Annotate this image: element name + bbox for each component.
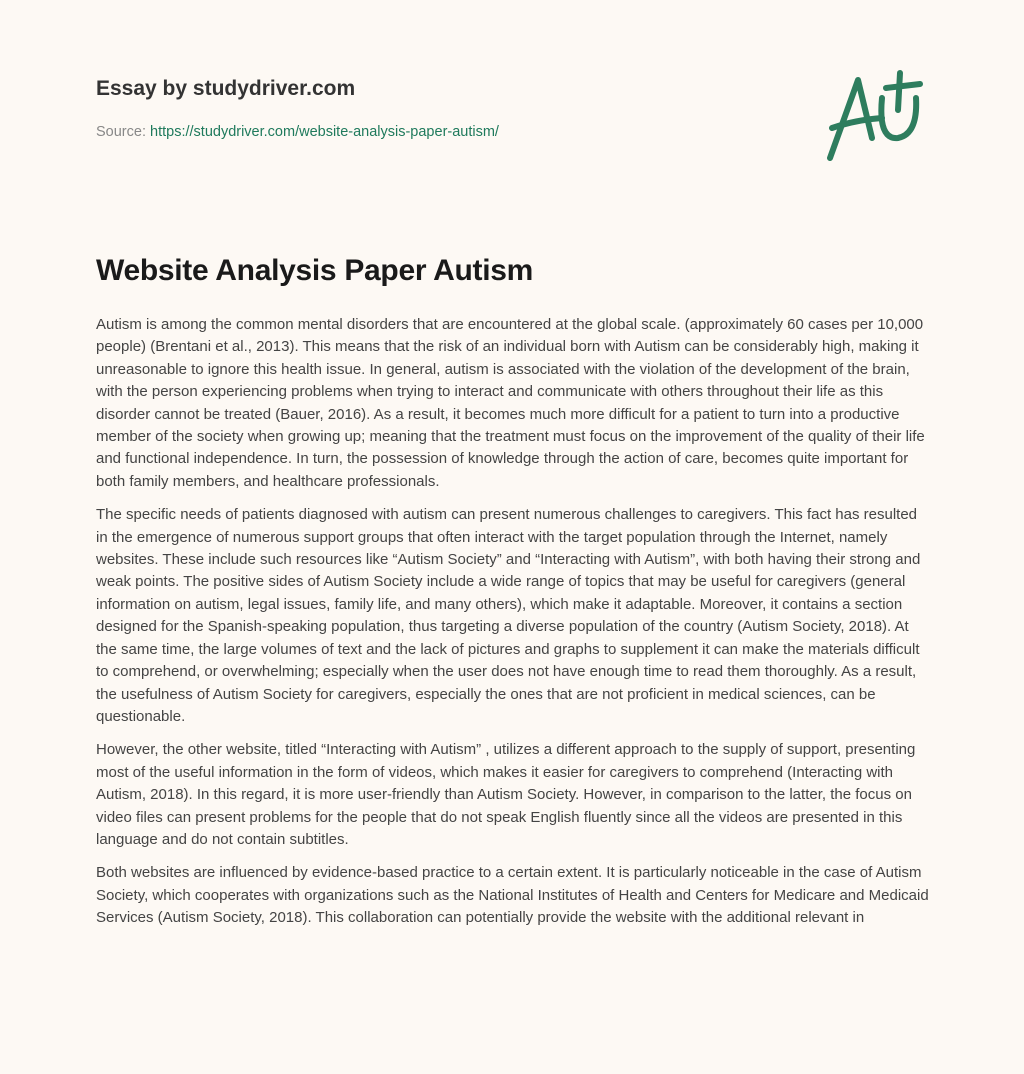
source-label: Source: [96,124,146,140]
a-plus-logo-icon [820,68,930,168]
paragraph: Autism is among the common mental disorders that are encountered at the global scale. (approximately 60 cases per 10,000 people) (Brentani et al., 2013). This means that the risk of an individual born with Autism can be considerably high, making it unreasonable to ignore this health issue. In general, autism is associated with the violation of the development of the brain, with the person experiencing problems when trying to interact and communicate with others throughout their life as this disorder cannot be treated (Bauer, 2016). As a result, it becomes much more difficult for a patient to turn into a productive member of the society when growing up; meaning that the treatment must focus on the improvement of the quality of their life and functional independence. In turn, the possession of knowledge through the action of care, becomes quite important for both family members, and healthcare professionals. [96,316,925,490]
paragraph: Both websites are influenced by evidence-based practice to a certain extent. It is particularly noticeable in the case of Autism Society, which cooperates with organizations such as the National Institutes of Health and Centers for Medicare and Medicaid Services (Autism Society, 2018). This collaboration can potentially provide the website with the additional relevant in [96,864,929,927]
brand-title: Essay by studydriver.com [96,77,356,100]
source-line [96,124,499,140]
article-body [96,314,932,941]
source-link[interactable]: https://studydriver.com/website-analysis-paper-autism/ [150,124,499,140]
paragraph: The specific needs of patients diagnosed with autism can present numerous challenges to caregivers. This fact has resulted in the emergence of numerous support groups that often interact with the target population through the Internet, namely websites. These include such resources like “Autism Society” and “Interacting with Autism”, with both having their strong and weak points. The positive sides of Autism Society include a wide range of topics that may be useful for caregivers (general information on autism, legal issues, family life, and many others), which make it adaptable. Moreover, it contains a section designed for the Spanish-speaking population, thus targeting a diverse population of the country (Autism Society, 2018). At the same time, the large volumes of text and the lack of pictures and graphs to supplement it can make the materials difficult to comprehend, or overwhelming; especially when the user does not have enough time to read them thoroughly. As a result, the usefulness of Autism Society for caregivers, especially the ones that are not proficient in medical sciences, can be questionable. [96,506,921,725]
article-title: Website Analysis Paper Autism [96,254,534,287]
paragraph: However, the other website, titled “Interacting with Autism” , utilizes a different approach to the supply of support, presenting most of the useful information in the form of videos, which makes it easier for caregivers to comprehend (Interacting with Autism, 2018). In this regard, it is more user-friendly than Autism Society. However, in comparison to the latter, the focus on video files can present problems for the people that do not speak English fluently since all the videos are presented in this language and do not contain subtitles. [96,741,916,848]
